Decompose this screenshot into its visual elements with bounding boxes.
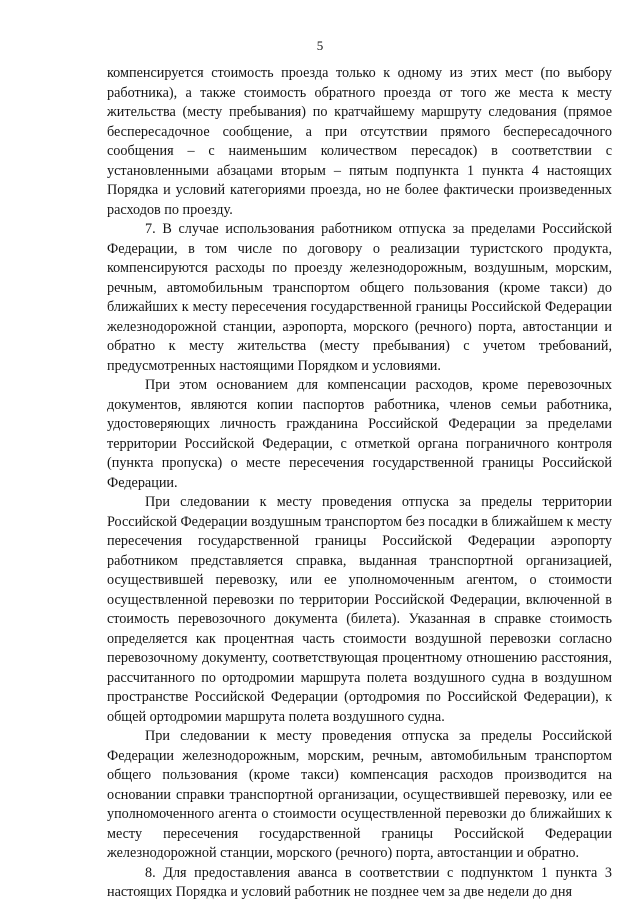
paragraph-clause-7: 7. В случае использования работником отпуска за пределами Российской Федерации, в том числе по договору о реализации туристского продукта, компенсируются расходы по проезду железнодорожным, воздушным, морским, речным, автомобильным транспортом общего пользования (кроме такси) до ближайших к месту пересечения государственной границы Российской Федерации железнодорожной станции, аэропорта, морского (речного) порта, автостанции и обратно к месту жительства (месту пребывания) с учетом требований, предусмотренных настоящими Порядком и условиями. — [107, 221, 612, 374]
page-number: 5 — [316, 38, 324, 53]
paragraph-compensation-basis: При этом основанием для компенсации расходов, кроме перевозочных документов, являются копии паспортов работника, членов семьи работника, удостоверяющих личность гражданина Российской Федерации за пределами территории Российской Федерации, с отметкой органа пограничного контроля (пункта пропуска) о месте пересечения государственной границы Российской Федерации. — [107, 377, 612, 491]
document-body — [107, 64, 612, 903]
paragraph-continuation: компенсируется стоимость проезда только к одному из этих мест (по выбору работника), а также стоимость обратного проезда от того же места к месту жительства (месту пребывания) по кратчайшему маршруту следования (прямое беспересадочное сообщение, а при отсутствии прямого беспересадочного сообщения – с наименьшим количеством пересадок) в соответствии с установленными абзацами вторым – пятым подпункта 1 пункта 4 настоящих Порядка и условий категориями проезда, но не более фактически произведенных расходов по проезду. — [107, 65, 612, 218]
paragraph-air-transport: При следовании к месту проведения отпуска за пределы территории Российской Федерации воздушным транспортом без посадки в ближайшем к месту пересечения государственной границы Российской Федерации аэропорту работником представляется справка, выданная транспортной организацией, осуществившей перевозку, или ее уполномоченным агентом, о стоимости осуществленной перевозки по территории Российской Федерации, включенной в стоимость перевозочного документа (билета). Указанная в справке стоимость определяется как процентная часть стоимости воздушной перевозки согласно перевозочному документу, соответствующая процентному отношению расстояния, рассчитанного по ортодромии маршрута полета воздушного судна в воздушном пространстве Российской Федерации (ортодромия по Российской Федерации), к общей ортодромии маршрута полета воздушного судна. — [107, 494, 612, 725]
paragraph-clause-8: 8. Для предоставления аванса в соответствии с подпунктом 1 пункта 3 настоящих Порядка и условий работник не позднее чем за две недели до дня — [107, 864, 612, 900]
paragraph-ground-water-transport: При следовании к месту проведения отпуска за пределы Российской Федерации железнодорожным, морским, речным, автомобильным транспортом общего пользования (кроме такси) компенсация расходов производится на основании справки транспортной организации, осуществившей перевозку, или ее уполномоченного агента о стоимости осуществленной перевозки до ближайших к месту пересечения государственной границы Российской Федерации железнодорожной станции, морского (речного) порта, автостанции и обратно. — [107, 728, 612, 861]
